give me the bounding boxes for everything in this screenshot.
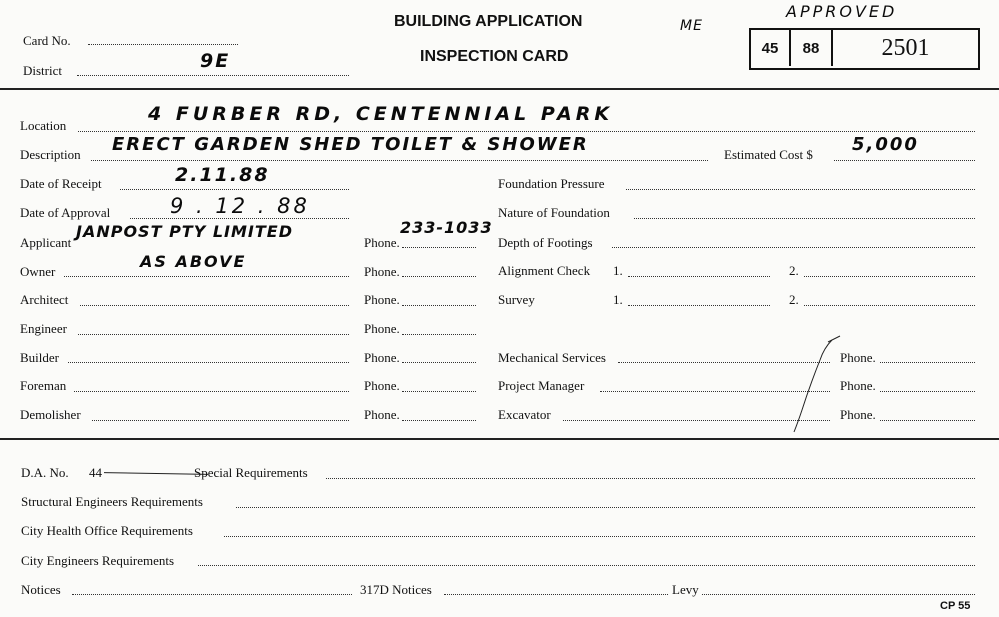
date-receipt-line bbox=[120, 189, 349, 190]
health-line bbox=[224, 536, 975, 537]
location-value: 4 FURBER RD, CENTENNIAL PARK bbox=[148, 103, 614, 125]
box-cell-1: 45 bbox=[751, 30, 791, 66]
applicant-label: Applicant bbox=[20, 235, 72, 250]
notices-label: Notices bbox=[21, 582, 61, 597]
card-no-label: Card No. bbox=[23, 33, 71, 48]
special-requirements-line bbox=[326, 478, 975, 479]
approved-stamp: APPROVED bbox=[786, 2, 898, 21]
description-value: ERECT GARDEN SHED TOILET & SHOWER bbox=[112, 134, 589, 155]
survey-1-line bbox=[628, 305, 770, 306]
foreman-phone-label: Phone. bbox=[364, 378, 400, 393]
notices-line bbox=[72, 594, 352, 595]
project-manager-phone-label: Phone. bbox=[840, 378, 876, 393]
district-line bbox=[77, 75, 349, 76]
engineers-label: City Engineers Requirements bbox=[21, 553, 175, 568]
applicant-value: JANPOST PTY LIMITED bbox=[76, 222, 294, 241]
foreman-line bbox=[74, 391, 349, 392]
project-manager-phone-line bbox=[880, 391, 975, 392]
date-approval-label: Date of Approval bbox=[20, 205, 111, 220]
alignment-1-label: 1. bbox=[613, 263, 623, 278]
foreman-phone-line bbox=[402, 391, 476, 392]
architect-line bbox=[80, 305, 349, 306]
date-approval-line bbox=[130, 218, 349, 219]
builder-phone-label: Phone. bbox=[364, 350, 400, 365]
applicant-phone-label: Phone. bbox=[364, 235, 400, 250]
location-label: Location bbox=[20, 118, 67, 133]
date-receipt-value: 2.11.88 bbox=[175, 164, 270, 186]
estimated-cost-value: 5,000 bbox=[852, 134, 919, 155]
notices-317d-label: 317D Notices bbox=[360, 582, 432, 597]
middle-rule bbox=[0, 438, 999, 440]
architect-label: Architect bbox=[20, 292, 69, 307]
depth-footings-label: Depth of Footings bbox=[498, 235, 593, 250]
title-line2: INSPECTION CARD bbox=[420, 48, 569, 65]
alignment-2-line bbox=[804, 276, 975, 277]
alignment-1-line bbox=[628, 276, 770, 277]
estimated-cost-label: Estimated Cost $ bbox=[724, 147, 813, 162]
district-label: District bbox=[23, 63, 62, 78]
architect-phone-line bbox=[402, 305, 476, 306]
structural-label: Structural Engineers Requirements bbox=[21, 494, 203, 509]
excavator-phone-line bbox=[880, 420, 975, 421]
owner-value: AS ABOVE bbox=[140, 252, 247, 271]
engineer-phone-label: Phone. bbox=[364, 321, 400, 336]
date-receipt-label: Date of Receipt bbox=[20, 176, 102, 191]
reference-box bbox=[749, 28, 980, 70]
engineer-line bbox=[78, 334, 349, 335]
owner-phone-line bbox=[402, 276, 476, 277]
depth-footings-line bbox=[612, 247, 975, 248]
demolisher-label: Demolisher bbox=[20, 407, 81, 422]
special-requirements-label: Special Requirements bbox=[194, 465, 308, 480]
health-label: City Health Office Requirements bbox=[21, 523, 193, 538]
builder-phone-line bbox=[402, 362, 476, 363]
foundation-pressure-line bbox=[626, 189, 975, 190]
mechanical-phone-label: Phone. bbox=[840, 350, 876, 365]
alignment-2-label: 2. bbox=[789, 263, 799, 278]
demolisher-phone-label: Phone. bbox=[364, 407, 400, 422]
mechanical-phone-line bbox=[880, 362, 975, 363]
applicant-phone-value: 233-1033 bbox=[400, 218, 493, 237]
foreman-label: Foreman bbox=[20, 378, 67, 393]
form-code: CP 55 bbox=[940, 600, 971, 612]
da-no-value: 44 bbox=[89, 465, 102, 480]
owner-label: Owner bbox=[20, 264, 56, 279]
box-cell-2: 88 bbox=[791, 30, 833, 66]
demolisher-phone-line bbox=[402, 420, 476, 421]
builder-line bbox=[68, 362, 349, 363]
demolisher-line bbox=[92, 420, 349, 421]
owner-line bbox=[64, 276, 349, 277]
mechanical-label: Mechanical Services bbox=[498, 350, 606, 365]
structural-line bbox=[236, 507, 975, 508]
survey-2-label: 2. bbox=[789, 292, 799, 307]
applicant-phone-line bbox=[402, 247, 476, 248]
alignment-check-label: Alignment Check bbox=[498, 263, 591, 278]
project-manager-label: Project Manager bbox=[498, 378, 585, 393]
levy-line bbox=[702, 594, 975, 595]
location-line bbox=[78, 131, 975, 132]
nature-foundation-line bbox=[634, 218, 975, 219]
notices-317d-line bbox=[444, 594, 668, 595]
nature-foundation-label: Nature of Foundation bbox=[498, 205, 610, 220]
engineer-phone-line bbox=[402, 334, 476, 335]
initials: ME bbox=[680, 18, 703, 34]
excavator-phone-label: Phone. bbox=[840, 407, 876, 422]
da-no-label: D.A. No. bbox=[21, 465, 69, 480]
estimated-cost-line bbox=[834, 160, 975, 161]
foundation-pressure-label: Foundation Pressure bbox=[498, 176, 605, 191]
survey-1-label: 1. bbox=[613, 292, 623, 307]
date-approval-value: 9 . 12 . 88 bbox=[170, 194, 310, 218]
owner-phone-label: Phone. bbox=[364, 264, 400, 279]
title-line1: BUILDING APPLICATION bbox=[394, 13, 583, 30]
district-value: 9E bbox=[200, 50, 231, 72]
card-no-line bbox=[88, 44, 238, 45]
architect-phone-label: Phone. bbox=[364, 292, 400, 307]
levy-label: Levy bbox=[672, 582, 699, 597]
box-cell-3: 2501 bbox=[881, 34, 930, 61]
excavator-label: Excavator bbox=[498, 407, 551, 422]
header-rule bbox=[0, 88, 999, 90]
da-no-strike bbox=[104, 472, 208, 475]
survey-2-line bbox=[804, 305, 975, 306]
description-label: Description bbox=[20, 147, 81, 162]
engineers-line bbox=[198, 565, 975, 566]
pen-stroke-mark bbox=[780, 330, 860, 440]
description-line bbox=[91, 160, 708, 161]
survey-label: Survey bbox=[498, 292, 535, 307]
engineer-label: Engineer bbox=[20, 321, 67, 336]
builder-label: Builder bbox=[20, 350, 59, 365]
